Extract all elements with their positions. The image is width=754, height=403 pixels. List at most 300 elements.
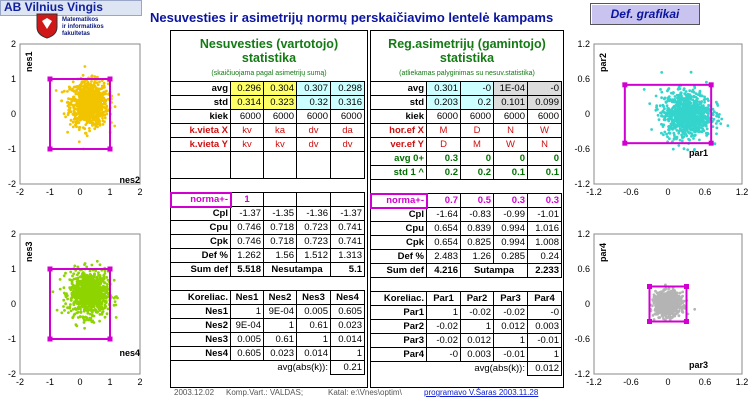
scatter-point [95, 279, 98, 282]
scatter-point [115, 316, 118, 319]
scatter-point [668, 137, 671, 140]
scatter-point [97, 105, 100, 108]
frame-corner-marker [48, 147, 53, 152]
scatter-point [70, 119, 73, 122]
scatter-point [114, 105, 117, 108]
corr-row: Nes2 9E-04 1 0.61 0.023 [171, 319, 365, 333]
scatter-point [680, 125, 683, 128]
scatter-point [63, 112, 66, 115]
scatter-point [92, 85, 95, 88]
scatter-point [67, 311, 70, 314]
scatter-point [667, 291, 670, 294]
scatter-point [671, 306, 674, 309]
scatter-point [81, 112, 84, 115]
scatter-point [83, 294, 86, 297]
scatter-point [83, 118, 86, 121]
scatter-point [100, 104, 103, 107]
scatter-point [713, 118, 716, 121]
scatter-point [80, 311, 83, 314]
scatter-point [99, 313, 102, 316]
scatter-point [104, 304, 107, 307]
scatter-point [85, 98, 88, 101]
y-tick-label: 0 [584, 109, 590, 119]
scatter-point [659, 88, 662, 91]
scatter-point [64, 294, 67, 297]
scatter-point [70, 296, 73, 299]
scatter-point [714, 142, 717, 145]
scatter-point [692, 137, 695, 140]
scatter-point [96, 100, 99, 103]
scatter-point [98, 320, 101, 323]
scatter-point [659, 104, 662, 107]
scatter-point [66, 90, 69, 93]
scatter-point [715, 132, 718, 135]
scatter-point [99, 274, 102, 277]
scatter-point [84, 275, 87, 278]
scatter-point [683, 147, 686, 150]
y-tick-label: 1 [10, 74, 16, 84]
scatter-point [98, 80, 101, 83]
scatter-point [81, 297, 84, 300]
scatter-point [77, 302, 80, 305]
scatter-point [678, 87, 681, 90]
scatter-point [113, 297, 116, 300]
scatter-point [86, 284, 89, 287]
scatter-point [706, 128, 709, 131]
scatter-point [72, 126, 75, 129]
scatter-point [668, 127, 671, 130]
row-def: Def % 2.483 1.26 0.285 0.24 [371, 250, 562, 264]
row-sum-def: Sum def 4.216 Sutampa 2.233 [371, 264, 562, 278]
scatter-point [83, 318, 86, 321]
frame-corner-marker [684, 319, 689, 324]
row-spacer [371, 180, 562, 194]
y-tick-label: 0 [10, 299, 16, 309]
frame-corner-marker [48, 77, 53, 82]
y-axis-label: nes1 [24, 51, 34, 72]
y-tick-label: -0.6 [574, 334, 590, 344]
corr-row: Nes4 0.605 0.023 0.014 1 [171, 347, 365, 361]
scatter-point [91, 89, 94, 92]
scatter-point [692, 111, 695, 114]
scatter-point [712, 113, 715, 116]
scatter-point [687, 120, 690, 123]
scatter-point [100, 302, 103, 305]
scatter-point [72, 80, 75, 83]
x-tick-label: 2 [137, 187, 143, 197]
scatter-point [76, 113, 79, 116]
scatter-point [96, 284, 99, 287]
scatter-point [101, 95, 104, 98]
corr-row: Par1 1 -0.02 -0.02 -0 [371, 306, 562, 320]
scatter-point [72, 272, 75, 275]
y-tick-label: -1 [7, 144, 16, 154]
scatter-point [663, 111, 666, 114]
scatter-point [654, 297, 657, 300]
scatter-point [703, 101, 706, 104]
scatter-point [673, 136, 676, 139]
scatter-point [94, 86, 97, 89]
scatter-point [89, 294, 92, 297]
scatter-point [62, 305, 65, 308]
scatter-point [670, 299, 673, 302]
scatter-point [83, 272, 86, 275]
scatter-point [681, 309, 684, 312]
scatter-point [100, 100, 103, 103]
author-link[interactable]: programavo V.Šaras 2003.11.28 [424, 388, 539, 397]
scatter-point [82, 74, 85, 77]
scatter-point [698, 139, 701, 142]
scatter-point [689, 125, 692, 128]
scatter-point [655, 95, 658, 98]
scatter-point [63, 286, 66, 289]
row-blank-1 [171, 152, 365, 179]
scatter-point [658, 118, 661, 121]
scatter-point [648, 102, 651, 105]
scatter-point [691, 90, 694, 93]
scatter-point [99, 306, 102, 309]
scatter-point [670, 92, 673, 95]
x-axis-label: nes4 [119, 348, 140, 358]
scatter-point [657, 114, 660, 117]
row-cpk: Cpk 0.654 0.825 0.994 1.008 [371, 236, 562, 250]
scatter-point [80, 117, 83, 120]
scatter-point [93, 82, 96, 85]
row-cpu: Cpu 0.746 0.718 0.723 0.741 [171, 221, 365, 235]
scatter-point [698, 128, 701, 131]
scatter-point [97, 83, 100, 86]
scatter-point [675, 113, 678, 116]
scatter-point [677, 144, 680, 147]
scatter-point [678, 307, 681, 310]
scatter-point [84, 111, 87, 114]
scatter-point [98, 112, 101, 115]
scatter-point [80, 300, 83, 303]
scatter-point [679, 100, 682, 103]
y-tick-label: -2 [7, 369, 16, 379]
scatter-point [80, 288, 83, 291]
row-kvieta-x: k.vieta X kv ka dv da [171, 124, 365, 138]
x-tick-label: -1 [45, 377, 55, 387]
y-tick-label: 0.6 [577, 264, 590, 274]
scatter-point [103, 82, 106, 85]
scatter-point [87, 97, 90, 100]
scatter-point [663, 118, 666, 121]
scatter-point [75, 100, 78, 103]
scatter-point [682, 105, 685, 108]
scatter-point [93, 127, 96, 130]
scatter-point [105, 296, 108, 299]
scatter-point [660, 132, 663, 135]
scatter-point [105, 276, 108, 279]
scatter-point [83, 321, 86, 324]
scatter-point [100, 107, 103, 110]
scatter-point [90, 94, 93, 97]
scatter-point [104, 272, 107, 275]
scatter-point [93, 98, 96, 101]
scatter-point [77, 293, 80, 296]
avg-abs-row: avg(abs(k)): 0.012 [371, 362, 562, 376]
scatter-point [72, 303, 75, 306]
scatter-point [683, 300, 686, 303]
scatter-point [86, 108, 89, 111]
row-spacer-2 [371, 278, 562, 292]
y-tick-label: 0 [584, 299, 590, 309]
row-sum-def: Sum def 5.518 Nesutampa 5.1 [171, 263, 365, 277]
scatter-point [73, 109, 76, 112]
scatter-point [89, 87, 92, 90]
scatter-point [88, 274, 91, 277]
scatter-point [681, 102, 684, 105]
scatter-point [90, 80, 93, 83]
scatter-point [105, 90, 108, 93]
scatter-point [684, 111, 687, 114]
scatter-point [102, 120, 105, 123]
scatter-point [688, 89, 691, 92]
row-avg: avg 0.296 0.304 0.307 0.298 [171, 82, 365, 96]
scatter-point [102, 289, 105, 292]
scatter-point [67, 109, 70, 112]
scatter-point [97, 295, 100, 298]
scatter-point [687, 101, 690, 104]
row-ver-ef: ver.ef Y D M W N [371, 138, 562, 152]
scatter-point [668, 132, 671, 135]
scatter-point [86, 312, 89, 315]
scatter-point [89, 318, 92, 321]
scatter-point [56, 309, 59, 312]
scatter-point [674, 309, 677, 312]
scatter-point [96, 260, 99, 263]
frame-corner-marker [108, 147, 113, 152]
scatter-point [689, 113, 692, 116]
scatter-chart-par2-par1 [562, 28, 754, 210]
scatter-point [76, 273, 79, 276]
scatter-point [679, 139, 682, 142]
scatter-point [682, 129, 685, 132]
scatter-point [78, 140, 81, 143]
scatter-point [705, 134, 708, 137]
x-axis-label: par1 [688, 148, 708, 158]
scatter-point [78, 93, 81, 96]
frame-corner-marker [647, 319, 652, 324]
y-tick-label: 1 [10, 264, 16, 274]
scatter-point [695, 107, 698, 110]
producer-stats-header: Reg.asimetrijų (gamintojo) statistika [388, 37, 546, 65]
scatter-point [101, 311, 104, 314]
frame-corner-marker [108, 77, 113, 82]
scatter-point [686, 114, 689, 117]
scatter-point [83, 104, 86, 107]
scatter-point [63, 274, 66, 277]
scatter-point [101, 115, 104, 118]
scatter-point [88, 130, 91, 133]
page-title: Nesuvesties ir asimetrijų normų perskaičiavimo lentelė kampams [150, 10, 554, 25]
scatter-point [95, 277, 98, 280]
x-axis-label: nes2 [119, 175, 140, 185]
scatter-point [677, 123, 680, 126]
scatter-point [705, 116, 708, 119]
scatter-point [660, 96, 663, 99]
scatter-point [101, 293, 104, 296]
scatter-point [662, 105, 665, 108]
scatter-point [75, 325, 78, 328]
scatter-point [683, 99, 686, 102]
scatter-point [94, 298, 97, 301]
y-tick-label: -1 [7, 334, 16, 344]
scatter-point [664, 288, 667, 291]
scatter-point [667, 88, 670, 91]
scatter-point [68, 286, 71, 289]
frame-corner-marker [709, 82, 714, 87]
scatter-point [69, 123, 72, 126]
scatter-point [680, 302, 683, 305]
scatter-point [71, 282, 74, 285]
scatter-point [700, 111, 703, 114]
scatter-point [685, 90, 688, 93]
scatter-point [105, 107, 108, 110]
x-tick-label: 0 [665, 377, 671, 387]
row-spacer [171, 179, 365, 193]
scatter-point [652, 314, 655, 317]
scatter-point [98, 291, 101, 294]
scatter-point [660, 71, 663, 74]
producer-stats-note: (atliekamas palyginimas su nesuv.statistika) [399, 70, 535, 77]
scatter-point [87, 117, 90, 120]
scatter-point [106, 283, 109, 286]
scatter-point [677, 295, 680, 298]
row-norma: norma+- 1 [171, 193, 365, 207]
scatter-point [84, 65, 87, 68]
scatter-point [85, 266, 88, 269]
footer-compiler: Komp.Vart.: VALDAS; [226, 388, 304, 397]
row-std: std 0.314 0.323 0.32 0.316 [171, 96, 365, 110]
scatter-point [653, 318, 656, 321]
scatter-point [696, 100, 699, 103]
scatter-point [691, 119, 694, 122]
frame-corner-marker [647, 284, 652, 289]
scatter-point [669, 295, 672, 298]
x-tick-label: 1.2 [735, 377, 749, 387]
y-axis-label: par4 [598, 242, 608, 262]
corr-row: Par3 -0.02 0.012 1 -0.01 [371, 334, 562, 348]
scatter-point [80, 107, 83, 110]
scatter-point [74, 124, 77, 127]
def-graphs-button[interactable]: Def. grafikai [590, 3, 700, 25]
scatter-point [74, 98, 77, 101]
scatter-point [707, 112, 710, 115]
scatter-point [99, 281, 102, 284]
y-tick-label: 0.6 [577, 74, 590, 84]
scatter-point [675, 302, 678, 305]
scatter-point [97, 97, 100, 100]
scatter-point [113, 125, 116, 128]
corr-row: Nes1 1 9E-04 0.005 0.605 [171, 305, 365, 319]
scatter-point [104, 117, 107, 120]
scatter-point [716, 103, 719, 106]
x-tick-label: 0 [665, 187, 671, 197]
scatter-point [682, 307, 685, 310]
scatter-point [697, 117, 700, 120]
scatter-point [720, 118, 723, 121]
scatter-point [77, 311, 80, 314]
scatter-point [660, 306, 663, 309]
scatter-point [660, 91, 663, 94]
scatter-point [691, 123, 694, 126]
scatter-point [91, 264, 94, 267]
scatter-point [676, 94, 679, 97]
y-tick-label: -1.2 [574, 369, 590, 379]
scatter-point [64, 302, 67, 305]
scatter-point [660, 295, 663, 298]
footer-catalog: Katal: e:\Vnes\optim\ [328, 388, 402, 397]
scatter-point [98, 115, 101, 118]
scatter-point [679, 129, 682, 132]
scatter-point [63, 90, 66, 93]
x-tick-label: -2 [15, 187, 25, 197]
x-tick-label: -1.2 [586, 187, 602, 197]
scatter-point [674, 105, 677, 108]
scatter-point [67, 113, 70, 116]
scatter-point [95, 120, 98, 123]
scatter-point [85, 93, 88, 96]
scatter-point [669, 292, 672, 295]
scatter-point [650, 128, 653, 131]
scatter-chart-nes3-nes4 [0, 218, 168, 400]
scatter-point [72, 291, 75, 294]
row-avg: avg 0.301 -0 1E-04 -0 [371, 82, 562, 96]
frame-corner-marker [48, 337, 53, 342]
row-std: std 0.203 0.2 0.101 0.099 [371, 96, 562, 110]
scatter-point [59, 278, 62, 281]
scatter-point [670, 310, 673, 313]
scatter-point [107, 279, 110, 282]
scatter-point [63, 309, 66, 312]
scatter-point [657, 316, 660, 319]
scatter-point [98, 278, 101, 281]
scatter-point [80, 100, 83, 103]
scatter-point [104, 316, 107, 319]
scatter-point [705, 81, 708, 84]
y-axis-label: nes3 [24, 241, 34, 262]
scatter-point [705, 123, 708, 126]
scatter-point [64, 272, 67, 275]
scatter-point [653, 295, 656, 298]
scatter-point [81, 81, 84, 84]
frame-corner-marker [622, 141, 627, 146]
scatter-point [86, 90, 89, 93]
scatter-point [82, 316, 85, 319]
scatter-point [59, 288, 62, 291]
scatter-point [679, 92, 682, 95]
row-cpl: Cpl -1.37 -1.35 -1.36 -1.37 [171, 207, 365, 221]
scatter-point [72, 121, 75, 124]
row-def: Def % 1.262 1.56 1.512 1.313 [171, 249, 365, 263]
scatter-point [665, 302, 668, 305]
scatter-point [676, 118, 679, 121]
scatter-point [84, 304, 87, 307]
scatter-point [104, 103, 107, 106]
scatter-point [78, 115, 81, 118]
scatter-point [693, 86, 696, 89]
scatter-point [690, 71, 693, 74]
x-tick-label: 0.6 [698, 377, 712, 387]
scatter-point [101, 87, 104, 90]
scatter-point [686, 106, 689, 109]
corr-row: Par2 -0.02 1 0.012 0.003 [371, 320, 562, 334]
corr-header: Koreliac. Par1 Par2 Par3 Par4 [371, 292, 562, 306]
row-cpk: Cpk 0.746 0.718 0.723 0.741 [171, 235, 365, 249]
scatter-point [654, 309, 657, 312]
